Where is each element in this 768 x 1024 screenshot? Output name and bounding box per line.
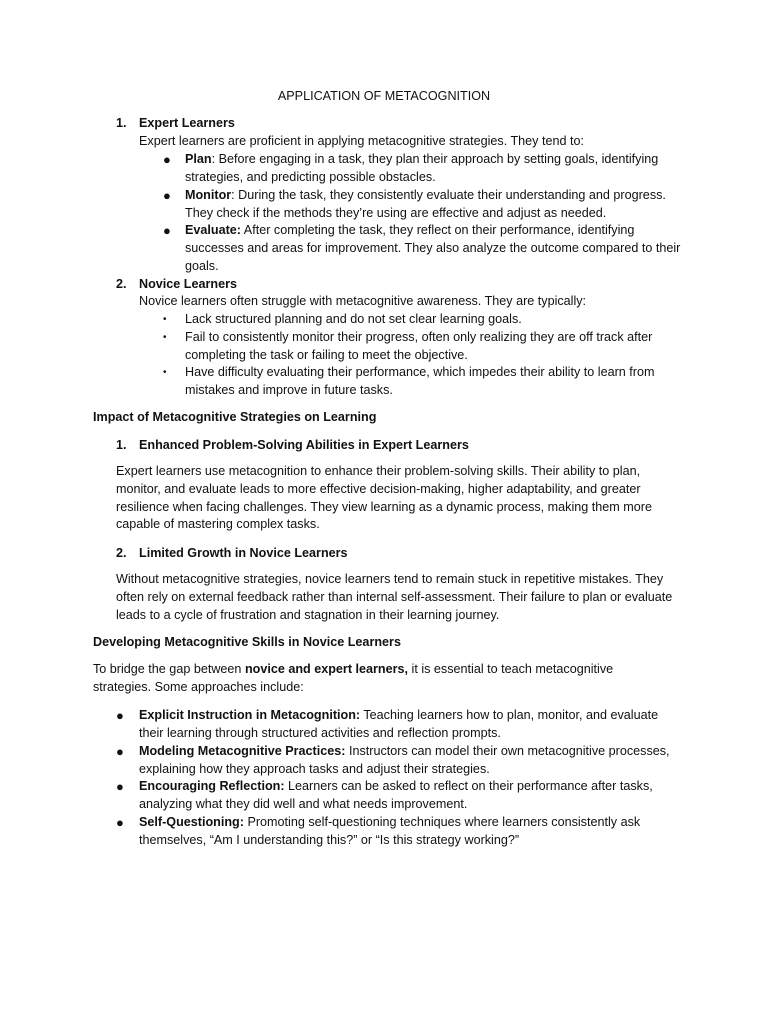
list-item: Have difficulty evaluating their performance, which impedes their ability to learn from mistakes and improve in future tasks. bbox=[185, 365, 655, 397]
list-item: Fail to consistently monitor their progress, often only realizing they are off track after completing the task or failing to meet the objective. bbox=[185, 330, 653, 362]
list-item: Lack structured planning and do not set clear learning goals. bbox=[185, 312, 522, 326]
novice-learners-intro: Novice learners often struggle with metacognitive awareness. They are typically: bbox=[139, 294, 587, 308]
impact-section-heading: Impact of Metacognitive Strategies on Learning bbox=[93, 410, 377, 424]
novice-learners-heading: Novice Learners bbox=[139, 277, 238, 291]
developing-section-heading: Developing Metacognitive Skills in Novice Learners bbox=[93, 635, 401, 649]
list-item bbox=[139, 778, 679, 814]
list-item bbox=[185, 187, 685, 223]
list-item bbox=[185, 151, 685, 187]
bullet-icon: • bbox=[163, 332, 167, 343]
list-number: 2. bbox=[116, 277, 127, 291]
developing-intro: To bridge the gap between novice and expert learners, it is essential to teach metacognitive strategies. Some approaches include: bbox=[93, 662, 614, 694]
list-item bbox=[139, 707, 679, 743]
list-number: 2. bbox=[116, 546, 127, 560]
bullet-text: : During the task, they consistently evaluate their understanding and progress. They check if the methods they’re using are effective and adjust as needed. bbox=[185, 188, 666, 220]
list-item bbox=[185, 222, 685, 275]
limited-growth-heading: Limited Growth in Novice Learners bbox=[139, 546, 348, 560]
bullet-icon: ● bbox=[163, 188, 171, 203]
bullet-term: Explicit Instruction in Metacognition: bbox=[139, 708, 361, 722]
bullet-icon: ● bbox=[116, 779, 124, 794]
bullet-term: Self-Questioning: bbox=[139, 815, 244, 829]
enhanced-problem-solving-body: Expert learners use metacognition to enhance their problem-solving skills. Their ability to plan, monitor, and evaluate leads to more effective decision-making, higher adaptability, and greater resilience when facing challenges. They view learning as a dynamic process, making them more capable of mastering complex tasks. bbox=[116, 464, 652, 532]
bullet-term: Encouraging Reflection: bbox=[139, 779, 285, 793]
bullet-icon: ● bbox=[116, 744, 124, 759]
bullet-text: Teaching learners how to plan, monitor, and evaluate their learning through structured activities and reflection prompts. bbox=[139, 708, 659, 740]
bullet-text: Learners can be asked to reflect on their performance after tasks, analyzing what they did well and what needs improvement. bbox=[139, 779, 653, 811]
expert-learners-intro: Expert learners are proficient in applying metacognitive strategies. They tend to: bbox=[139, 134, 584, 148]
expert-learners-heading: Expert Learners bbox=[139, 116, 235, 130]
bullet-icon: ● bbox=[163, 223, 171, 238]
list-item bbox=[139, 814, 679, 850]
bullet-text: Instructors can model their own metacognitive processes, explaining how they approach tasks and adjust their strategies. bbox=[139, 744, 670, 776]
limited-growth-body: Without metacognitive strategies, novice learners tend to remain stuck in repetitive mistakes. They often rely on external feedback rather than internal self-assessment. Their failure to plan or evaluate leads to a cycle of frustration and stagnation in their learning journey. bbox=[116, 572, 673, 622]
list-number: 1. bbox=[116, 438, 127, 452]
bullet-term: Modeling Metacognitive Practices: bbox=[139, 744, 346, 758]
document-title: APPLICATION OF METACOGNITION bbox=[277, 89, 491, 103]
bullet-icon: • bbox=[163, 314, 167, 325]
bullet-icon: • bbox=[163, 367, 167, 378]
bullet-text: After completing the task, they reflect on their performance, identifying successes and areas for improvement. They also analyze the outcome compared to their goals. bbox=[185, 223, 681, 273]
list-number: 1. bbox=[116, 116, 127, 130]
bullet-term: Monitor bbox=[185, 188, 232, 202]
bullet-text: Promoting self-questioning techniques where learners consistently ask themselves, “Am I understanding this?” or “Is this strategy working?” bbox=[139, 815, 641, 847]
enhanced-problem-solving-heading: Enhanced Problem-Solving Abilities in Expert Learners bbox=[139, 438, 469, 452]
bullet-icon: ● bbox=[163, 152, 171, 167]
bullet-term: Plan bbox=[185, 152, 212, 166]
list-item bbox=[139, 743, 679, 779]
bullet-icon: ● bbox=[116, 708, 124, 723]
bullet-text: : Before engaging in a task, they plan their approach by setting goals, identifying strategies, and predicting possible obstacles. bbox=[185, 152, 659, 184]
bullet-icon: ● bbox=[116, 815, 124, 830]
bullet-term: Evaluate: bbox=[185, 223, 241, 237]
